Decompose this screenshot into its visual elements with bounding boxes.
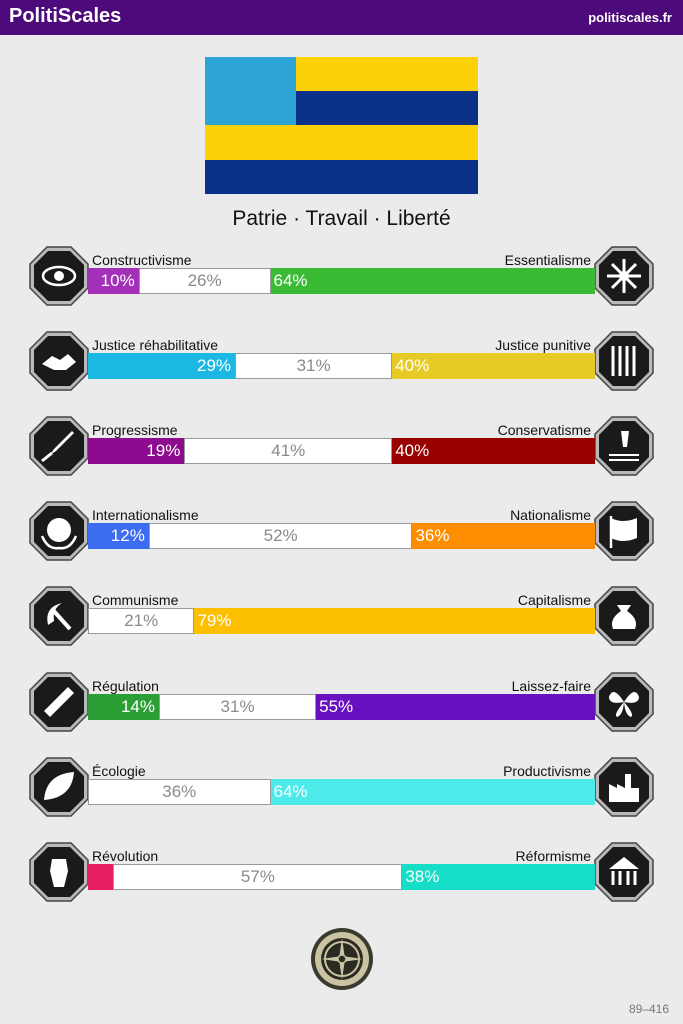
axis-bar: [88, 523, 595, 549]
handshake-icon[interactable]: [28, 330, 90, 392]
left-segment: [88, 864, 113, 890]
right-segment: [392, 353, 595, 379]
right-percentage: 64%: [273, 271, 308, 290]
right-segment: [412, 523, 595, 549]
right-percentage: 79%: [197, 611, 232, 630]
site-link[interactable]: politiscales.fr: [588, 10, 672, 25]
neutral-segment: [235, 353, 392, 379]
left-segment: [88, 694, 159, 720]
hammer-sickle-icon[interactable]: [28, 585, 90, 647]
neutral-percentage: 36%: [162, 782, 197, 801]
left-segment: [88, 438, 184, 464]
neutral-segment: [184, 438, 392, 464]
axis-bar: [88, 268, 595, 294]
neutral-segment: [139, 268, 271, 294]
left-percentage: 12%: [110, 526, 145, 545]
neutral-segment: [88, 608, 194, 634]
left-percentage: 14%: [120, 697, 155, 716]
neutral-segment: [113, 864, 402, 890]
right-label: Justice punitive: [495, 337, 591, 353]
parliament-icon[interactable]: [593, 841, 655, 903]
neutral-segment: [149, 523, 413, 549]
right-label: Capitalisme: [517, 592, 591, 608]
right-label: Nationalisme: [510, 507, 591, 523]
left-percentage: 10%: [100, 271, 135, 290]
leaf-icon[interactable]: [28, 756, 90, 818]
neutral-percentage: 31%: [296, 356, 331, 375]
brand-logo[interactable]: PolitiScales: [9, 5, 122, 27]
right-label: Essentialisme: [504, 252, 591, 268]
left-percentage: 19%: [146, 441, 181, 460]
axis-bar: [88, 353, 595, 379]
right-segment: [271, 268, 595, 294]
left-label: Internationalisme: [92, 507, 199, 523]
axis-row: [0, 422, 683, 492]
left-label: Régulation: [92, 678, 159, 694]
left-segment: [88, 268, 139, 294]
left-label: Écologie: [92, 763, 146, 779]
ruler-icon[interactable]: [28, 671, 90, 733]
neutral-percentage: 41%: [271, 441, 306, 460]
right-label: Laissez-faire: [511, 678, 591, 694]
neutral-segment: [88, 779, 271, 805]
neutral-percentage: 21%: [124, 611, 159, 630]
flag-icon[interactable]: [593, 500, 655, 562]
right-label: Conservatisme: [497, 422, 591, 438]
neutral-percentage: 57%: [240, 867, 275, 886]
right-segment: [194, 608, 595, 634]
motto: Patrie · Travail · Liberté: [232, 207, 451, 230]
right-percentage: 38%: [405, 867, 440, 886]
axis-row: [0, 678, 683, 748]
money-bag-icon[interactable]: [593, 585, 655, 647]
left-segment: [88, 353, 235, 379]
neutral-percentage: 52%: [263, 526, 298, 545]
axis-row: [0, 592, 683, 662]
right-percentage: 64%: [273, 782, 308, 801]
right-percentage: 36%: [415, 526, 450, 545]
neutral-segment: [159, 694, 316, 720]
factory-icon[interactable]: [593, 756, 655, 818]
raised-fist-icon[interactable]: [28, 841, 90, 903]
right-segment: [271, 779, 595, 805]
right-label: Productivisme: [503, 763, 591, 779]
right-segment: [316, 694, 595, 720]
flower-icon[interactable]: [593, 245, 655, 307]
axis-row: [0, 337, 683, 407]
version-label: 89–416: [628, 1002, 669, 1016]
prison-bars-icon[interactable]: [593, 330, 655, 392]
left-label: Révolution: [92, 848, 159, 864]
neutral-percentage: 26%: [187, 271, 222, 290]
right-segment: [392, 438, 595, 464]
left-label: Communisme: [92, 592, 179, 608]
right-segment: [402, 864, 595, 890]
left-segment: [88, 523, 149, 549]
right-percentage: 40%: [395, 441, 430, 460]
ideology-flag: [205, 57, 478, 194]
axis-row: [0, 252, 683, 322]
left-label: Progressisme: [92, 422, 178, 438]
globe-icon[interactable]: [28, 500, 90, 562]
right-percentage: 55%: [319, 697, 354, 716]
rocket-icon[interactable]: [28, 415, 90, 477]
left-label: Constructivisme: [92, 252, 192, 268]
right-label: Réformisme: [515, 848, 591, 864]
left-percentage: 29%: [196, 356, 232, 375]
axis-bar: [88, 608, 595, 634]
neutral-percentage: 31%: [220, 697, 255, 716]
axis-row: [0, 763, 683, 833]
quill-icon[interactable]: [593, 415, 655, 477]
eye-icon[interactable]: [28, 245, 90, 307]
axis-row: [0, 848, 683, 918]
right-percentage: 40%: [395, 356, 430, 375]
axis-bar: [88, 694, 595, 720]
left-label: Justice réhabilitative: [92, 337, 219, 353]
compass-seal-icon[interactable]: [310, 927, 374, 991]
axis-bar: [88, 864, 595, 890]
axis-bar: [88, 438, 595, 464]
app-header: [0, 0, 683, 35]
axis-row: [0, 507, 683, 577]
axis-bar: [88, 779, 595, 805]
butterfly-icon[interactable]: [593, 671, 655, 733]
